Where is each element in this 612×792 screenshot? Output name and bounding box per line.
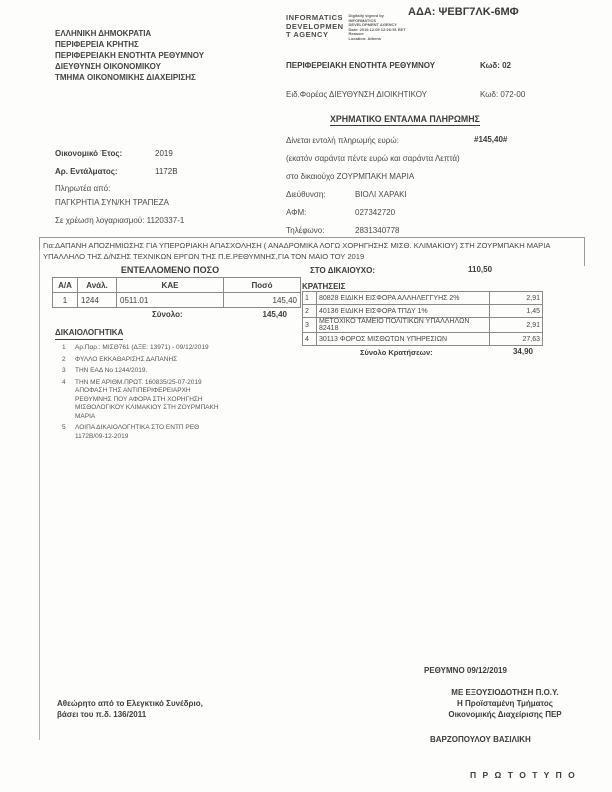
order-no-value: 1172Β xyxy=(155,167,178,176)
amount-table-header: Ανάλ. xyxy=(78,278,117,293)
amount-cell-poso: 145,40 xyxy=(224,293,301,308)
supporting-doc-item xyxy=(62,344,262,353)
authorization-line: Η Προϊσταμένη Τμήματος xyxy=(457,699,553,708)
issuer-line: ΕΛΛΗΝΙΚΗ ΔΗΜΟΚΡΑΤΙΑ xyxy=(55,29,152,38)
supporting-doc-item xyxy=(62,356,262,365)
beneficiary-line: στο δικαιούχο ΖΟΥΡΜΠΑΚΗ ΜΑΡΙΑ xyxy=(286,172,415,181)
audit-note-line: βάσει του π.δ. 136/2011 xyxy=(57,710,147,719)
supporting-docs-list xyxy=(62,344,262,444)
beneficiary-amount-label: ΣΤΟ ΔΙΚΑΙΟΥΧΟ: xyxy=(310,266,375,275)
stamp-agency-line: T AGENCY xyxy=(286,30,329,39)
deduction-no: 2 xyxy=(303,305,317,318)
forea-code: Κωδ: 072-00 xyxy=(480,90,526,99)
supporting-doc-item xyxy=(62,379,222,422)
amount-table-title: ΕΝΤΕΛΛΟΜΕΝΟ ΠΟΣΟ xyxy=(120,265,220,275)
amount-cell-kae: 0511.01 xyxy=(117,293,224,308)
stamp-signature-details xyxy=(349,14,406,42)
stamp-sig-line: Digitally signed by xyxy=(348,13,384,18)
issuer-line: ΤΜΗΜΑ ΟΙΚΟΝΟΜΙΚΗΣ ΔΙΑΧΕΙΡΙΣΗΣ xyxy=(55,73,196,82)
stamp-agency-line: INFORMATICS xyxy=(286,13,344,22)
deduction-no: 4 xyxy=(303,333,317,346)
deductions-table xyxy=(302,291,543,346)
issuer-line: ΠΕΡΙΦΕΡΕΙΑΚΗ ΕΝΟΤΗΤΑ ΡΕΘΥΜΝΟΥ xyxy=(55,51,205,60)
deduction-desc: 40136 ΕΙΔΙΚΗ ΕΙΣΦΟΡΑ ΤΠΔΥ 1% xyxy=(317,305,490,318)
audit-note-line: Αθεώρητο από το Ελεγκτικό Συνέδριο, xyxy=(57,699,203,708)
document-title: ΧΡΗΜΑΤΙΚΟ ΕΝΤΑΛΜΑ ΠΛΗΡΩΜΗΣ xyxy=(330,114,480,124)
deduction-amount: 2,91 xyxy=(490,318,543,333)
doc-item-number: 5 xyxy=(62,424,66,431)
deduction-desc: 30113 ΦΟΡΟΣ ΜΙΣΘΩΤΩΝ ΥΠΗΡΕΣΙΩΝ xyxy=(317,333,490,346)
amount-in-words: (εκατόν σαράντα πέντε ευρώ και σαράντα Λεπτά) xyxy=(286,154,460,163)
stamp-sig-line: Date: 2019.12.09 12:26:51 EET xyxy=(348,26,406,32)
doc-item-text: ΤΗΝ ΕΑΔ Νο 1244/2019. xyxy=(75,367,148,374)
digital-signature-stamp xyxy=(286,14,406,42)
deduction-amount: 1,45 xyxy=(490,305,543,318)
supporting-doc-item xyxy=(62,367,262,376)
issuer-line: ΔΙΕΥΘΥΝΣΗ ΟΙΚΟΝΟΜΙΚΟΥ xyxy=(55,62,161,71)
afm-label: ΑΦΜ: xyxy=(286,208,307,217)
amount-table-header: ΚΑΕ xyxy=(117,278,224,293)
debit-account-line: Σε χρέωση λογαριασμού: 1120337-1 xyxy=(55,216,185,225)
deduction-desc: ΜΕΤΟΧΙΚΟ ΤΑΜΕΙΟ ΠΟΛΙΤΙΚΩΝ ΥΠΑΛΛΗΛΩΝ 82418 xyxy=(317,318,490,333)
afm-value: 027342720 xyxy=(355,208,396,217)
amount-table xyxy=(52,277,301,308)
deduction-no: 3 xyxy=(303,318,317,333)
deductions-total-value: 34,90 xyxy=(512,347,533,356)
doc-item-number: 4 xyxy=(62,378,66,386)
deduction-amount: 2,91 xyxy=(490,292,543,305)
instruction-label: Δίνεται εντολή πληρωμής ευρώ: xyxy=(286,136,399,145)
signer-name: ΒΑΡΖΟΠΟΥΛΟΥ ΒΑΣΙΛΙΚΗ xyxy=(430,735,531,744)
authorization-block xyxy=(415,687,595,720)
scan-border-line xyxy=(39,250,40,740)
supporting-docs-title: ΔΙΚΑΙΟΛΟΓΗΤΙΚΑ xyxy=(55,327,123,340)
unit-name: ΠΕΡΙΦΕΡΕΙΑΚΗ ΕΝΟΤΗΤΑ ΡΕΘΥΜΝΟΥ xyxy=(286,61,436,70)
address-label: Διεύθυνση: xyxy=(286,190,326,199)
forea-label: Ειδ.Φορέας ΔΙΕΥΘΥΝΣΗ ΔΙΟΙΚΗΤΙΚΟΥ xyxy=(286,90,427,99)
fiscal-year-label: Οικονομικό Έτος: xyxy=(55,149,123,158)
authorization-line: ΜΕ ΕΞΟΥΣΙΟΔΟΤΗΣΗ Π.Ο.Υ. xyxy=(451,688,559,697)
place-date: ΡΕΘΥΜΝΟ 09/12/2019 xyxy=(424,666,507,675)
original-mark: Π Ρ Ω Τ Ο Τ Υ Π Ο xyxy=(470,770,577,780)
phone-label: Τηλέφωνο: xyxy=(286,226,325,235)
supporting-doc-item xyxy=(62,424,212,441)
deduction-row xyxy=(303,333,543,346)
amount-table-header: Α/Α xyxy=(53,278,78,293)
amount-table-header: Ποσό xyxy=(224,278,301,293)
payable-label: Πληρωτέα από: xyxy=(55,184,111,193)
audit-note xyxy=(57,698,203,720)
doc-item-text: ΦΥΛΛΟ ΕΚΚΑΘΑΡΙΣΗΣ ΔΑΠΑΝΗΣ xyxy=(75,355,178,363)
doc-item-text: ΤΗΝ ΜΕ ΑΡΙΘΜ.ΠΡΩΤ. 160835/25-07-2019 ΑΠΟΦΑΣΗ ΤΗΣ ΑΝΤΙΠΕΡΙΦΕΡΕΙΑΡΧΗ ΡΕΘΥΜΝΗΣ ΠΟΥ ΑΦΟΡΑ ΣΤΗ ΧΟΡΗΓΗΣΗ ΜΙΣΘΟΛΟΓΙΚΟΥ ΚΛΙΜΑΚΙΟΥ ΣΤΗ ΖΟΥΡΜΠΑΚΗ ΜΑΡΙΑ xyxy=(75,378,219,420)
doc-item-number: 2 xyxy=(62,355,66,363)
deduction-row xyxy=(303,305,543,318)
amount-total-value: 145,40 xyxy=(262,310,287,319)
phone-value: 2831340778 xyxy=(355,226,400,235)
authorization-line: Οικονομικής Διαχείρισης ΠΕΡ xyxy=(448,710,562,719)
stamp-agency-name xyxy=(286,14,344,42)
deduction-amount: 27,63 xyxy=(490,333,543,346)
payable-bank: ΠΑΓΚΡΗΤΙΑ ΣΥΝ/ΚΗ ΤΡΑΠΕΖΑ xyxy=(55,198,169,207)
doc-item-number: 1 xyxy=(62,344,66,351)
ada-code: ΑΔΑ: ΨΕΒΓ7ΛΚ-6ΜΦ xyxy=(408,6,519,18)
deductions-total-label: Σύνολο Κρατήσεων: xyxy=(360,348,433,357)
deductions-title: ΚΡΑΤΗΣΕΙΣ xyxy=(302,282,346,291)
address-value: ΒΙΟΛΙ ΧΑΡΑΚΙ xyxy=(355,190,407,199)
order-no-label: Αρ. Εντάλματος: xyxy=(55,167,118,176)
payment-purpose: Για:ΔΑΠΑΝΗ ΑΠΟΖΗΜΙΩΣΗΣ ΓΙΑ ΥΠΕΡΩΡΙΑΚΗ ΑΠΑΣΧΟΛΗΣΗ ( ΑΝΑΔΡΟΜΙΚΑ ΛΟΓΩ ΧΟΡΗΓΗΣΗΣ ΜΙΣΘ. ΚΛΙΜΑΚΙΟΥ) ΣΤΗ ΖΟΥΡΜΠΑΚΗ ΜΑΡΙΑ ΥΠΑΛΛΗΛΟ ΤΗΣ Δ/ΝΣΗΣ ΤΕΧΝΙΚΩΝ ΕΡΓΩΝ ΤΗΣ Π.Ε.ΡΕΘΥΜΝΗΣ,ΓΙΑ ΤΟΝ ΜΑΙΟ ΤΟΥ 2019 xyxy=(39,237,585,266)
amount-table-header-row xyxy=(53,278,301,293)
amount-numeric: #145,40# xyxy=(474,135,508,144)
stamp-agency-line: DEVELOPMEN xyxy=(286,21,344,31)
amount-table-row xyxy=(53,293,301,308)
issuer-block xyxy=(55,28,204,83)
deduction-row xyxy=(303,318,543,333)
unit-code: Κωδ: 02 xyxy=(480,61,511,70)
fiscal-year-value: 2019 xyxy=(155,149,173,158)
amount-cell-anal: 1244 xyxy=(78,293,117,308)
deduction-no: 1 xyxy=(303,292,317,305)
amount-total-label: Σύνολο: xyxy=(152,310,183,319)
deduction-row xyxy=(303,292,543,305)
doc-item-text: Αρ.Παρ.: ΜΙΣΘ761 (ΔΞΕ: 13971) - 09/12/2019 xyxy=(75,344,209,351)
stamp-sig-line: DEVELOPMENT AGENCY xyxy=(348,22,398,28)
beneficiary-amount-value: 110,50 xyxy=(468,265,493,274)
stamp-sig-line: Reason: xyxy=(348,31,365,37)
deduction-desc: 80828 ΕΙΔΙΚΗ ΕΙΣΦΟΡΑ ΑΛΛΗΛΕΓΓΥΗΣ 2% xyxy=(317,292,490,305)
amount-cell-aa: 1 xyxy=(53,293,78,308)
stamp-sig-line: INFORMATICS xyxy=(348,17,376,23)
issuer-line: ΠΕΡΙΦΕΡΕΙΑ ΚΡΗΤΗΣ xyxy=(55,40,139,49)
doc-item-text: ΛΟΙΠΑ ΔΙΚΑΙΟΛΟΓΗΤΙΚΑ ΣΤΟ ΕΝΤΠ ΡΕΘ 1172Β/09-12-2019 xyxy=(75,424,200,440)
doc-item-number: 3 xyxy=(62,367,66,374)
stamp-sig-line: Location: Athens xyxy=(348,35,382,41)
